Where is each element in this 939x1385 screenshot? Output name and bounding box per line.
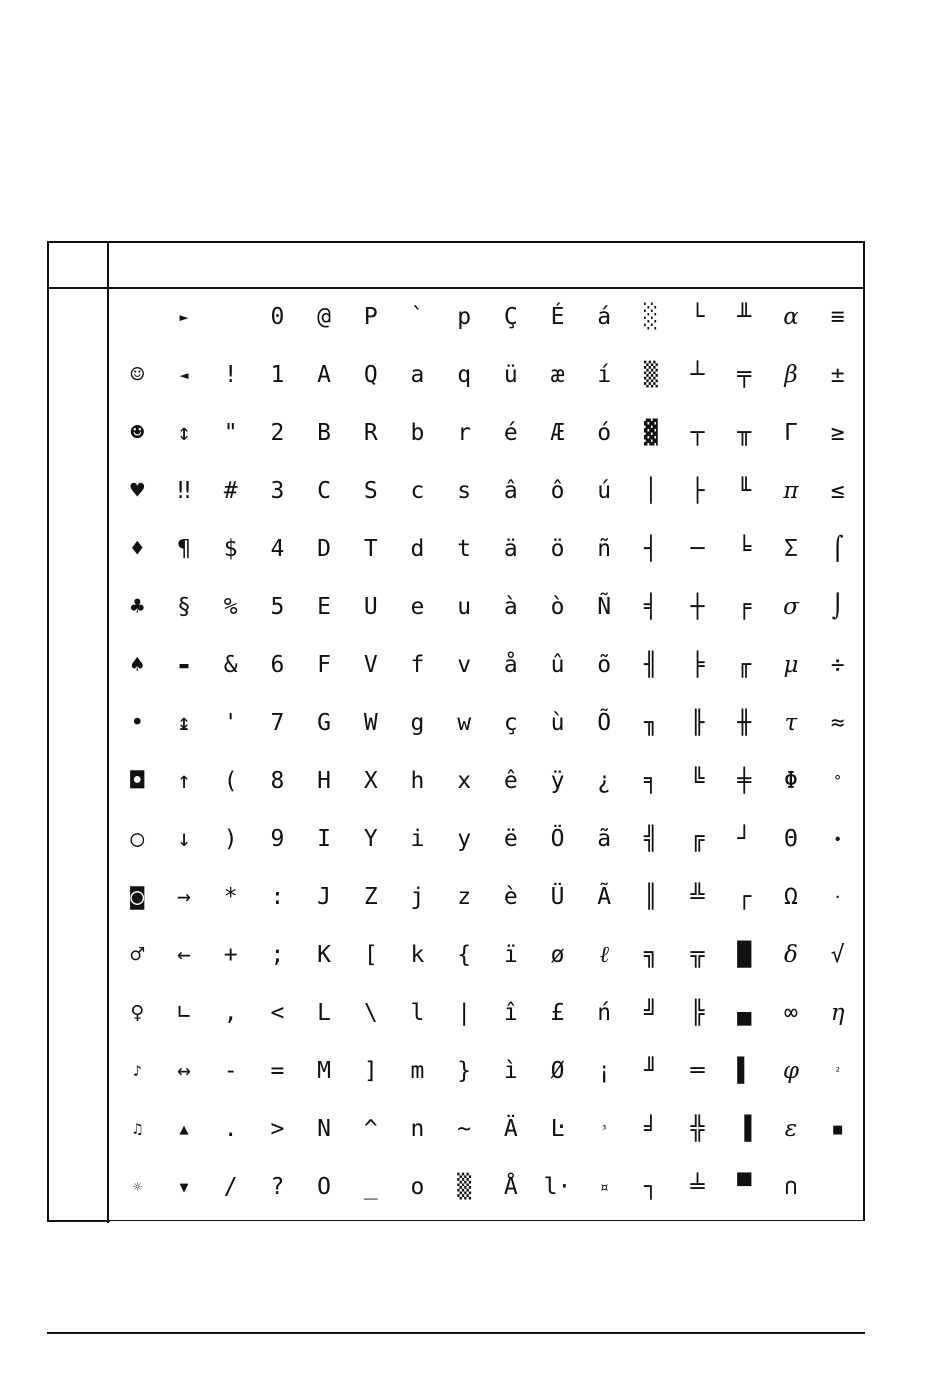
- char-cell: ─: [690, 535, 705, 562]
- table-bottom-border-right: [108, 1220, 865, 1221]
- char-cell: 0: [270, 303, 285, 330]
- char-cell: E: [317, 593, 332, 620]
- char-cell: ■: [833, 1119, 843, 1138]
- char-cell: ╢: [643, 651, 658, 678]
- char-cell: V: [363, 651, 378, 678]
- char-cell: ♣: [130, 593, 145, 620]
- char-cell: ¶: [177, 535, 191, 562]
- char-cell: ≈: [830, 709, 845, 736]
- char-cell: &: [223, 651, 238, 678]
- char-cell: •: [130, 709, 145, 736]
- char-cell: D: [317, 535, 332, 562]
- char-cell: Ü: [550, 883, 565, 910]
- char-cell: ╙: [737, 477, 752, 504]
- char-cell: ã: [597, 825, 612, 852]
- char-cell: l·: [543, 1173, 572, 1200]
- char-cell: φ: [782, 1057, 800, 1084]
- char-cell: I: [317, 825, 332, 852]
- char-cell: q: [457, 361, 472, 388]
- char-cell: -: [223, 1057, 238, 1084]
- char-cell: ń: [597, 999, 612, 1026]
- char-cell: ↓: [177, 825, 191, 852]
- char-cell: Ä: [503, 1115, 518, 1142]
- char-cell: ?: [270, 1173, 285, 1200]
- char-cell: ë: [503, 825, 518, 852]
- char-cell: ╦: [690, 941, 705, 968]
- char-cell: ≡: [830, 303, 845, 330]
- char-cell: {: [457, 941, 472, 968]
- char-cell: ±: [830, 361, 845, 388]
- char-cell: <: [270, 999, 285, 1026]
- char-cell: ø: [550, 941, 565, 968]
- char-cell: â: [503, 477, 518, 504]
- char-cell: ░: [643, 303, 658, 330]
- char-cell: ³: [600, 1122, 608, 1136]
- char-cell: õ: [597, 651, 612, 678]
- char-cell: S: [363, 477, 378, 504]
- char-cell: ╕: [643, 767, 658, 794]
- char-cell: ▌: [737, 1057, 752, 1084]
- char-cell: ╔: [690, 825, 705, 852]
- char-cell: 5: [270, 593, 285, 620]
- char-cell: τ: [784, 709, 798, 736]
- char-cell: ▓: [643, 419, 658, 446]
- char-cell: ║: [643, 883, 658, 910]
- char-cell: ┴: [690, 361, 705, 388]
- char-cell: Y: [363, 825, 378, 852]
- char-cell: :: [270, 883, 285, 910]
- char-cell: ◘: [130, 767, 145, 794]
- char-cell: ü: [503, 361, 518, 388]
- char-cell: ∙: [833, 829, 843, 848]
- char-cell: π: [783, 477, 799, 504]
- char-cell: 2: [270, 419, 285, 446]
- char-cell: ╨: [737, 303, 752, 330]
- char-cell: α: [783, 303, 799, 330]
- char-cell: ╤: [737, 361, 752, 388]
- char-cell: ♫: [132, 1119, 142, 1138]
- char-cell: ì: [503, 1057, 518, 1084]
- char-cell: 1: [270, 361, 285, 388]
- char-cell: ù: [550, 709, 565, 736]
- char-cell: Ø: [550, 1057, 565, 1084]
- char-cell: ]: [363, 1057, 378, 1084]
- char-cell: 3: [270, 477, 285, 504]
- char-cell: ▄: [737, 999, 752, 1026]
- char-cell: x: [457, 767, 472, 794]
- char-cell: ¿: [597, 767, 612, 794]
- char-cell: 6: [270, 651, 285, 678]
- char-cell: c: [410, 477, 425, 504]
- char-cell: æ: [550, 361, 565, 388]
- char-cell: ▲: [179, 1119, 189, 1138]
- char-cell: Z: [363, 883, 378, 910]
- char-cell: ◄: [179, 365, 189, 384]
- char-cell: ╠: [690, 999, 705, 1026]
- char-cell: ┘: [737, 825, 752, 852]
- char-cell: ┤: [643, 535, 658, 562]
- char-cell: Õ: [597, 709, 612, 736]
- char-cell: @: [317, 303, 332, 330]
- char-cell: k: [410, 941, 425, 968]
- char-cell: à: [503, 593, 518, 620]
- char-cell: ↑: [177, 767, 191, 794]
- char-cell: #: [223, 477, 238, 504]
- char-cell: s: [457, 477, 472, 504]
- char-cell: K: [317, 941, 332, 968]
- char-cell: *: [223, 883, 238, 910]
- char-cell: C: [317, 477, 332, 504]
- char-cell: ♦: [130, 535, 145, 562]
- char-cell: ): [223, 825, 238, 852]
- char-cell: ≥: [830, 419, 845, 446]
- char-cell: +: [223, 941, 238, 968]
- char-cell: o: [410, 1173, 425, 1200]
- char-cell: ≤: [830, 477, 845, 504]
- char-cell: (: [223, 767, 238, 794]
- char-cell: ╞: [690, 651, 705, 678]
- char-cell: û: [550, 651, 565, 678]
- char-cell: n: [410, 1115, 425, 1142]
- char-cell: T: [363, 535, 378, 562]
- char-cell: }: [457, 1057, 472, 1084]
- char-cell: ▒: [643, 361, 658, 388]
- char-cell: ┌: [737, 883, 752, 910]
- char-cell: î: [503, 999, 518, 1026]
- char-cell: ∞: [784, 999, 798, 1026]
- char-cell: Q: [363, 361, 378, 388]
- char-cell: =: [270, 1057, 285, 1084]
- char-cell: X: [363, 767, 378, 794]
- char-cell: β: [784, 361, 798, 388]
- char-cell: ╖: [643, 709, 658, 736]
- char-cell: d: [410, 535, 425, 562]
- char-cell: ♀: [130, 999, 145, 1026]
- char-cell: H: [317, 767, 332, 794]
- char-cell: `: [410, 303, 425, 330]
- char-cell: ►: [179, 307, 189, 326]
- char-cell: ↔: [177, 1057, 191, 1084]
- char-cell: ╪: [737, 767, 752, 794]
- char-cell: P: [363, 303, 378, 330]
- char-cell: è: [503, 883, 518, 910]
- character-grid: [114, 288, 861, 1216]
- char-cell: ╬: [690, 1115, 705, 1142]
- char-cell: ^: [363, 1115, 378, 1142]
- char-cell: η: [830, 999, 845, 1026]
- char-cell: ◙: [130, 883, 145, 910]
- char-cell: r: [457, 419, 472, 446]
- footer-rule: [47, 1332, 865, 1334]
- char-cell: é: [503, 419, 518, 446]
- char-cell: å: [503, 651, 518, 678]
- char-cell: ÷: [830, 651, 845, 678]
- char-cell: ê: [503, 767, 518, 794]
- char-cell: í: [597, 361, 612, 388]
- char-cell: ñ: [597, 535, 612, 562]
- char-cell: R: [363, 419, 378, 446]
- char-cell: B: [317, 419, 332, 446]
- char-cell: 9: [270, 825, 285, 852]
- char-cell: ╫: [737, 709, 752, 736]
- char-cell: l: [410, 999, 425, 1026]
- char-cell: ‼: [177, 477, 191, 504]
- char-cell: █: [737, 941, 752, 968]
- char-cell: J: [317, 883, 332, 910]
- char-cell: O: [317, 1173, 332, 1200]
- char-cell: É: [550, 303, 565, 330]
- char-cell: ╣: [643, 825, 658, 852]
- char-cell: w: [457, 709, 472, 736]
- char-cell: ·: [833, 887, 843, 906]
- char-cell: á: [597, 303, 612, 330]
- char-cell: ╚: [690, 767, 705, 794]
- char-cell: z: [457, 883, 472, 910]
- char-cell: F: [317, 651, 332, 678]
- char-cell: a: [410, 361, 425, 388]
- char-cell: ╩: [690, 883, 705, 910]
- char-cell: ¤: [599, 1177, 609, 1196]
- char-cell: ,: [223, 999, 238, 1026]
- char-cell: ╓: [737, 651, 752, 678]
- char-cell: √: [830, 941, 845, 968]
- char-cell: ☻: [130, 419, 145, 446]
- char-cell: Θ: [784, 825, 798, 852]
- char-cell: ¡: [597, 1057, 612, 1084]
- char-cell: Ã: [597, 883, 612, 910]
- char-cell: N: [317, 1115, 332, 1142]
- char-cell: ♂: [130, 941, 145, 968]
- char-cell: ²: [834, 1064, 841, 1078]
- char-cell: ℓ: [599, 941, 610, 968]
- char-cell: σ: [783, 593, 799, 620]
- char-cell: ╛: [643, 1115, 658, 1142]
- char-cell: δ: [784, 941, 798, 968]
- char-cell: °: [833, 771, 843, 790]
- char-cell: ═: [690, 1057, 705, 1084]
- char-cell: .: [223, 1115, 238, 1142]
- char-cell: ▬: [179, 655, 189, 674]
- char-cell: Ö: [550, 825, 565, 852]
- char-cell: Ç: [503, 303, 518, 330]
- char-cell: Æ: [550, 419, 565, 446]
- char-cell: L: [317, 999, 332, 1026]
- char-cell: \: [363, 999, 378, 1026]
- char-cell: §: [177, 593, 191, 620]
- char-cell: [207, 288, 254, 346]
- char-cell: |: [457, 999, 472, 1026]
- char-cell: [114, 288, 161, 346]
- char-cell: ╘: [737, 535, 752, 562]
- char-cell: ▼: [179, 1177, 189, 1196]
- char-cell: Φ: [784, 767, 798, 794]
- char-cell: ╥: [737, 419, 752, 446]
- char-cell: ~: [457, 1115, 472, 1142]
- char-cell: │: [643, 477, 658, 504]
- char-cell: _: [363, 1173, 378, 1200]
- char-cell: h: [410, 767, 425, 794]
- char-cell: A: [317, 361, 332, 388]
- char-cell: ○: [130, 825, 145, 852]
- char-cell: u: [457, 593, 472, 620]
- char-cell: ┼: [690, 593, 705, 620]
- char-cell: ┬: [690, 419, 705, 446]
- char-cell: ╝: [643, 999, 658, 1026]
- char-cell: ╡: [643, 593, 658, 620]
- char-cell: ↨: [177, 709, 191, 736]
- char-cell: ï: [503, 941, 518, 968]
- char-cell: g: [410, 709, 425, 736]
- char-cell: ▀: [737, 1173, 752, 1200]
- char-cell: ⌠: [830, 535, 845, 562]
- char-cell: ♥: [130, 477, 145, 504]
- char-cell: j: [410, 883, 425, 910]
- char-cell: ∟: [177, 999, 191, 1026]
- char-cell: G: [317, 709, 332, 736]
- char-cell: !: [223, 361, 238, 388]
- char-cell: ;: [270, 941, 285, 968]
- char-cell: 8: [270, 767, 285, 794]
- char-cell: ▒: [457, 1173, 472, 1200]
- char-cell: /: [223, 1173, 238, 1200]
- char-cell: m: [410, 1057, 425, 1084]
- char-cell: ∩: [784, 1173, 798, 1200]
- char-cell: ↕: [177, 419, 191, 446]
- char-cell: ô: [550, 477, 565, 504]
- char-cell: ó: [597, 419, 612, 446]
- char-cell: ç: [503, 709, 518, 736]
- column-divider: [107, 243, 109, 1223]
- char-cell: ╜: [643, 1057, 658, 1084]
- char-cell: ♠: [130, 651, 145, 678]
- char-cell: U: [363, 593, 378, 620]
- char-cell: Å: [503, 1173, 518, 1200]
- char-cell: └: [690, 303, 705, 330]
- char-cell: Γ: [784, 419, 798, 446]
- char-cell: Ŀ: [550, 1115, 565, 1142]
- char-cell: Σ: [784, 535, 798, 562]
- char-cell: ▐: [737, 1115, 752, 1142]
- char-cell: ╒: [737, 593, 752, 620]
- char-cell: 4: [270, 535, 285, 562]
- char-cell: ú: [597, 477, 612, 504]
- char-cell: ├: [690, 477, 705, 504]
- char-cell: ╟: [690, 709, 705, 736]
- char-cell: f: [410, 651, 425, 678]
- char-cell: ♪: [132, 1061, 142, 1080]
- char-cell: i: [410, 825, 425, 852]
- char-cell: y: [457, 825, 472, 852]
- char-cell: b: [410, 419, 425, 446]
- char-cell: ": [223, 419, 238, 446]
- char-cell: v: [457, 651, 472, 678]
- char-cell: $: [223, 535, 238, 562]
- char-cell: ä: [503, 535, 518, 562]
- char-cell: 7: [270, 709, 285, 736]
- char-cell: M: [317, 1057, 332, 1084]
- char-cell: [: [363, 941, 378, 968]
- char-cell: ╧: [690, 1173, 705, 1200]
- char-cell: ε: [784, 1115, 798, 1142]
- char-cell: e: [410, 593, 425, 620]
- char-cell: ö: [550, 535, 565, 562]
- char-cell: >: [270, 1115, 285, 1142]
- char-cell: ⌡: [830, 593, 845, 620]
- char-cell: Ñ: [597, 593, 612, 620]
- char-cell: £: [550, 999, 565, 1026]
- char-cell: %: [223, 593, 238, 620]
- char-cell: ┐: [643, 1173, 658, 1200]
- char-cell: ÿ: [550, 767, 565, 794]
- char-cell: W: [363, 709, 378, 736]
- char-cell: ò: [550, 593, 565, 620]
- char-cell: ☼: [132, 1177, 142, 1196]
- char-cell: μ: [783, 651, 799, 678]
- char-cell: →: [177, 883, 191, 910]
- char-cell: ╗: [643, 941, 658, 968]
- char-cell: ': [223, 709, 238, 736]
- char-cell: ☺: [130, 361, 145, 388]
- char-cell: p: [457, 303, 472, 330]
- char-cell: Ω: [784, 883, 798, 910]
- char-cell: [814, 1158, 861, 1216]
- table-bottom-border: [47, 1220, 110, 1222]
- char-cell: t: [457, 535, 472, 562]
- char-cell: ←: [177, 941, 191, 968]
